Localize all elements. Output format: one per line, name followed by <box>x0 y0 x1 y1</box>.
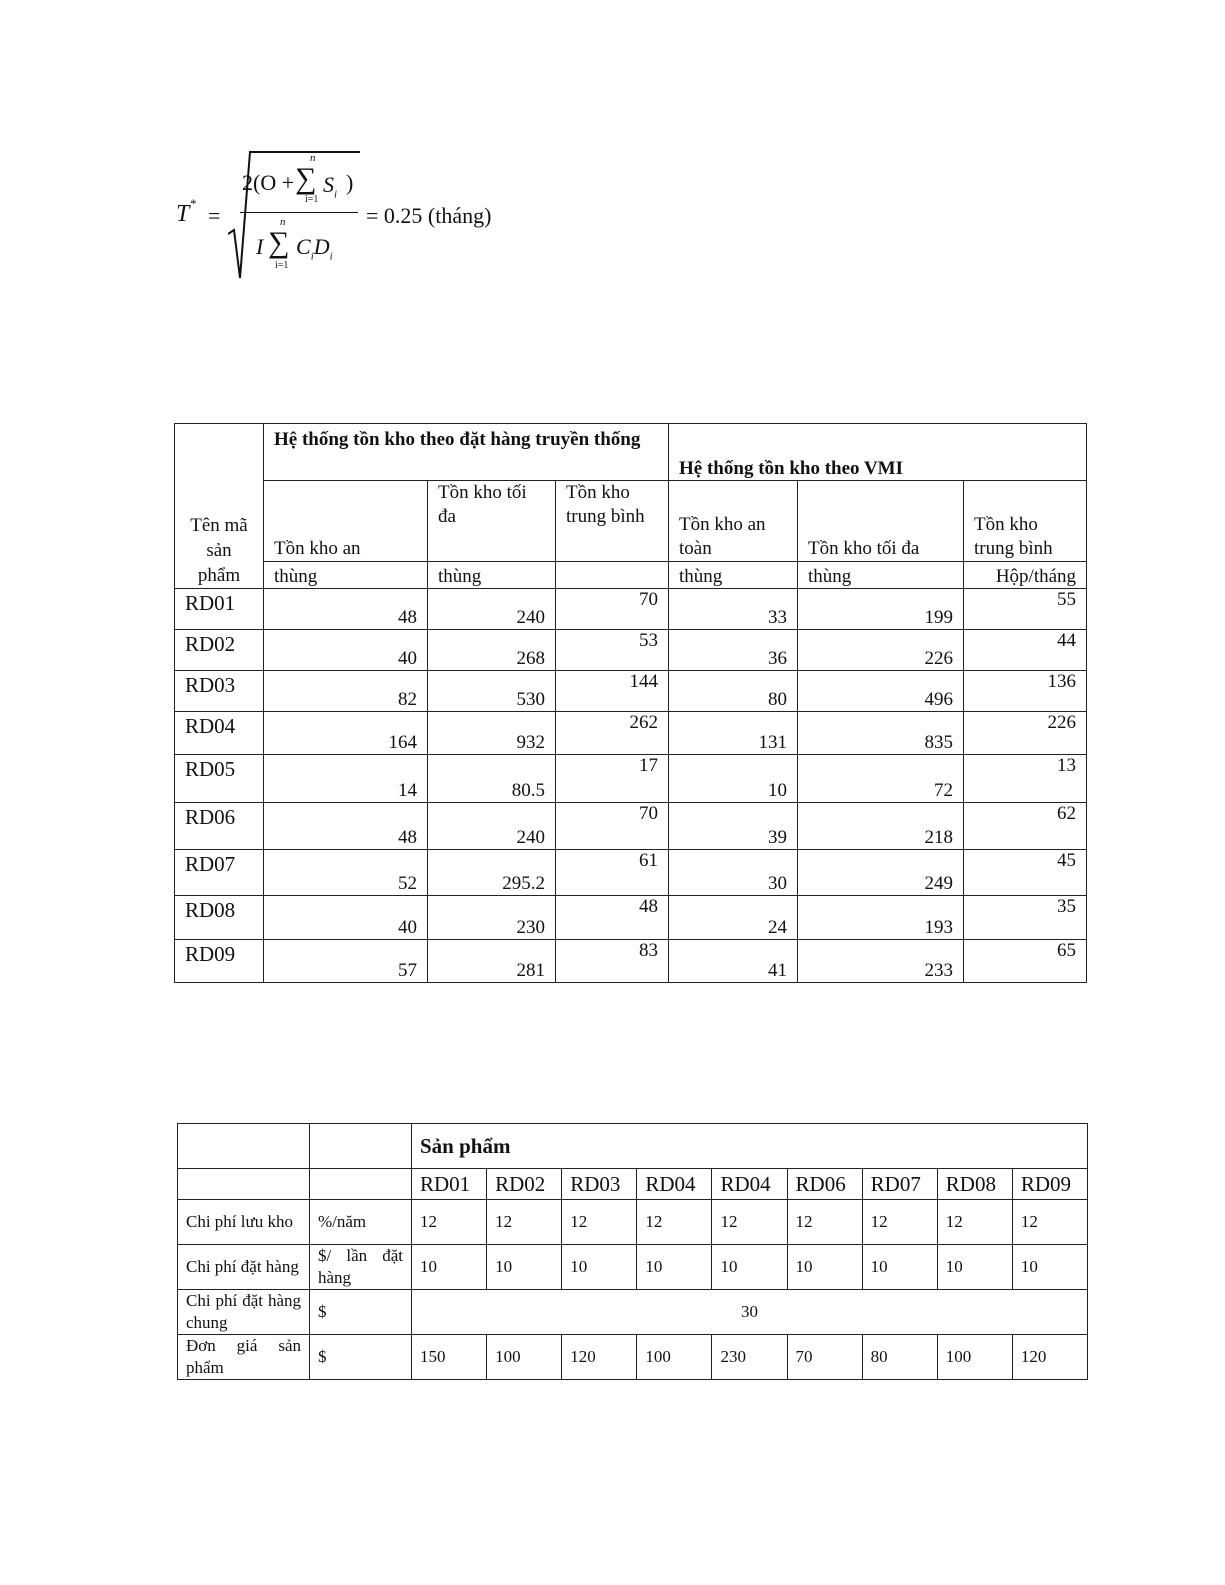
unit-cell: thùng <box>669 562 798 589</box>
formula-lhs: T* <box>176 196 196 227</box>
value-cell: 268 <box>428 630 556 671</box>
value-cell: 70 <box>787 1335 862 1380</box>
value-cell: 62 <box>964 803 1087 850</box>
value-cell: 295.2 <box>428 850 556 896</box>
table-row <box>178 1245 1088 1290</box>
product-code-cell: RD04 <box>175 712 264 755</box>
vmi-system-header: Hệ thống tồn kho theo VMI <box>669 424 1087 481</box>
table-row <box>175 712 1087 755</box>
unit-cell: Hộp/tháng <box>964 562 1087 589</box>
table-row <box>175 850 1087 896</box>
value-cell: 12 <box>487 1200 562 1245</box>
formula-result: = 0.25 (tháng) <box>366 203 492 228</box>
value-cell: 17 <box>556 755 669 803</box>
value-cell: 530 <box>428 671 556 712</box>
value-cell: 10 <box>787 1245 862 1290</box>
value-cell: 52 <box>264 850 428 896</box>
unit-cell: $/ lần đặt hàng <box>310 1245 412 1290</box>
table-row <box>175 803 1087 850</box>
value-cell: 13 <box>964 755 1087 803</box>
value-cell: 136 <box>964 671 1087 712</box>
value-cell: 61 <box>556 850 669 896</box>
value-cell: 10 <box>412 1245 487 1290</box>
value-cell: 233 <box>798 940 964 983</box>
row-label: Chi phí lưu kho <box>178 1200 310 1245</box>
product-code-cell: RD07 <box>862 1169 937 1200</box>
value-cell: 10 <box>862 1245 937 1290</box>
value-cell: 12 <box>412 1200 487 1245</box>
value-cell: 70 <box>556 803 669 850</box>
value-cell: 48 <box>264 589 428 630</box>
term-cd: $C_iD_i$ <box>296 234 333 263</box>
value-cell: 240 <box>428 803 556 850</box>
unit-cell: thùng <box>264 562 428 589</box>
row-label: Chi phí đặt hàng <box>178 1245 310 1290</box>
value-cell: 230 <box>428 896 556 940</box>
unit-cell: $ <box>310 1335 412 1380</box>
table-row <box>175 589 1087 630</box>
subheader-cell: Tồn kho trung bình <box>556 481 669 562</box>
term-i: I <box>256 234 264 259</box>
row-label: Đơn giá sản phẩm <box>178 1335 310 1380</box>
table-row <box>178 1290 1088 1335</box>
optimal-cycle-formula <box>176 148 516 288</box>
value-cell: 100 <box>937 1335 1012 1380</box>
value-cell: 10 <box>637 1245 712 1290</box>
sum-symbol-numerator: ∑ <box>295 162 317 195</box>
product-code-cell: RD08 <box>175 896 264 940</box>
value-cell: 36 <box>669 630 798 671</box>
table-subheader-row <box>175 481 1087 562</box>
inventory-comparison-table <box>174 423 1087 983</box>
value-cell: 80 <box>669 671 798 712</box>
value-cell: 193 <box>798 896 964 940</box>
value-cell: 80 <box>862 1335 937 1380</box>
value-cell: 40 <box>264 630 428 671</box>
unit-cell: thùng <box>428 562 556 589</box>
value-cell: 55 <box>964 589 1087 630</box>
value-cell: 80.5 <box>428 755 556 803</box>
table-row <box>178 1200 1088 1245</box>
value-cell: 41 <box>669 940 798 983</box>
value-cell: 120 <box>562 1335 637 1380</box>
formula-numerator-close: ) <box>346 170 354 195</box>
value-cell: 10 <box>712 1245 787 1290</box>
value-cell: 262 <box>556 712 669 755</box>
value-cell: 150 <box>412 1335 487 1380</box>
value-cell: 226 <box>964 712 1087 755</box>
product-code-cell: RD01 <box>175 589 264 630</box>
product-code-cell: RD01 <box>412 1169 487 1200</box>
value-cell: 48 <box>556 896 669 940</box>
table-row <box>175 755 1087 803</box>
product-code-cell: RD03 <box>562 1169 637 1200</box>
value-cell: 281 <box>428 940 556 983</box>
value-cell: 45 <box>964 850 1087 896</box>
table-row <box>178 1335 1088 1380</box>
value-cell: 100 <box>637 1335 712 1380</box>
value-cell: 33 <box>669 589 798 630</box>
product-code-cell: RD04 <box>637 1169 712 1200</box>
value-cell: 12 <box>1012 1200 1087 1245</box>
value-cell: 240 <box>428 589 556 630</box>
table-title-row <box>178 1124 1088 1169</box>
value-cell: 12 <box>787 1200 862 1245</box>
value-cell: 10 <box>669 755 798 803</box>
table-body <box>178 1200 1088 1380</box>
value-cell: 835 <box>798 712 964 755</box>
product-code-cell: RD07 <box>175 850 264 896</box>
sum-upper-limit: n <box>310 152 316 164</box>
value-cell: 12 <box>637 1200 712 1245</box>
value-cell: 12 <box>862 1200 937 1245</box>
subheader-cell: Tồn kho an toàn <box>669 481 798 562</box>
empty-cell <box>310 1124 412 1169</box>
empty-cell <box>178 1124 310 1169</box>
value-cell: 14 <box>264 755 428 803</box>
value-cell: 226 <box>798 630 964 671</box>
unit-cell: $ <box>310 1290 412 1335</box>
value-cell: 65 <box>964 940 1087 983</box>
value-cell: 40 <box>264 896 428 940</box>
value-cell: 131 <box>669 712 798 755</box>
unit-cell: thùng <box>798 562 964 589</box>
value-cell: 57 <box>264 940 428 983</box>
table-row <box>175 940 1087 983</box>
product-code-cell: RD02 <box>487 1169 562 1200</box>
row-label: Chi phí đặt hàng chung <box>178 1290 310 1335</box>
product-code-header: Tên mã sản phẩm <box>175 424 264 589</box>
table-row <box>175 896 1087 940</box>
value-cell: 12 <box>712 1200 787 1245</box>
value-cell: 44 <box>964 630 1087 671</box>
value-cell: 72 <box>798 755 964 803</box>
value-cell: 218 <box>798 803 964 850</box>
sum-lower-limit: i=1 <box>305 194 319 205</box>
table-body <box>175 589 1087 983</box>
value-cell: 82 <box>264 671 428 712</box>
subheader-cell: Tồn kho tối đa <box>798 481 964 562</box>
value-cell: 144 <box>556 671 669 712</box>
product-code-cell: RD03 <box>175 671 264 712</box>
cost-parameters-table <box>177 1123 1088 1380</box>
unit-cell: %/năm <box>310 1200 412 1245</box>
value-cell: 12 <box>937 1200 1012 1245</box>
value-cell: 10 <box>487 1245 562 1290</box>
value-cell: 230 <box>712 1335 787 1380</box>
value-cell: 100 <box>487 1335 562 1380</box>
value-cell: 70 <box>556 589 669 630</box>
value-cell: 48 <box>264 803 428 850</box>
product-code-cell: RD05 <box>175 755 264 803</box>
subheader-cell: Tồn kho trung bình <box>964 481 1087 562</box>
sum-symbol-denominator: ∑ <box>268 226 290 259</box>
product-code-cell: RD06 <box>175 803 264 850</box>
value-cell: 496 <box>798 671 964 712</box>
value-cell: 164 <box>264 712 428 755</box>
subheader-cell: Tồn kho an <box>264 481 428 562</box>
product-code-cell: RD09 <box>175 940 264 983</box>
sum-upper-limit-den: n <box>280 216 286 228</box>
table-header-row <box>175 424 1087 481</box>
product-code-cell: RD04 <box>712 1169 787 1200</box>
formula-numerator-open: 2(O + <box>242 170 295 195</box>
product-code-cell: RD08 <box>937 1169 1012 1200</box>
product-code-cell: RD09 <box>1012 1169 1087 1200</box>
value-cell: 35 <box>964 896 1087 940</box>
table-unit-row <box>175 562 1087 589</box>
product-code-cell: RD06 <box>787 1169 862 1200</box>
table-row <box>175 630 1087 671</box>
value-cell: 53 <box>556 630 669 671</box>
sum-lower-limit-den: i=1 <box>275 260 289 271</box>
value-cell: 12 <box>562 1200 637 1245</box>
merged-value-cell: 30 <box>412 1290 1088 1335</box>
value-cell: 83 <box>556 940 669 983</box>
subheader-cell: Tồn kho tối đa <box>428 481 556 562</box>
products-header: Sản phẩm <box>412 1124 1088 1169</box>
empty-cell <box>310 1169 412 1200</box>
traditional-system-header: Hệ thống tồn kho theo đặt hàng truyền thống <box>264 424 669 481</box>
value-cell: 199 <box>798 589 964 630</box>
term-s: $S_i$ <box>323 172 338 201</box>
value-cell: 249 <box>798 850 964 896</box>
product-code-cell: RD02 <box>175 630 264 671</box>
value-cell: 30 <box>669 850 798 896</box>
value-cell: 10 <box>1012 1245 1087 1290</box>
fraction-line <box>240 212 358 213</box>
value-cell: 120 <box>1012 1335 1087 1380</box>
value-cell: 10 <box>937 1245 1012 1290</box>
value-cell: 39 <box>669 803 798 850</box>
value-cell: 24 <box>669 896 798 940</box>
unit-cell <box>556 562 669 589</box>
empty-cell <box>178 1169 310 1200</box>
formula-equals: = <box>208 203 221 228</box>
table-row <box>175 671 1087 712</box>
value-cell: 10 <box>562 1245 637 1290</box>
table-code-row <box>178 1169 1088 1200</box>
value-cell: 932 <box>428 712 556 755</box>
